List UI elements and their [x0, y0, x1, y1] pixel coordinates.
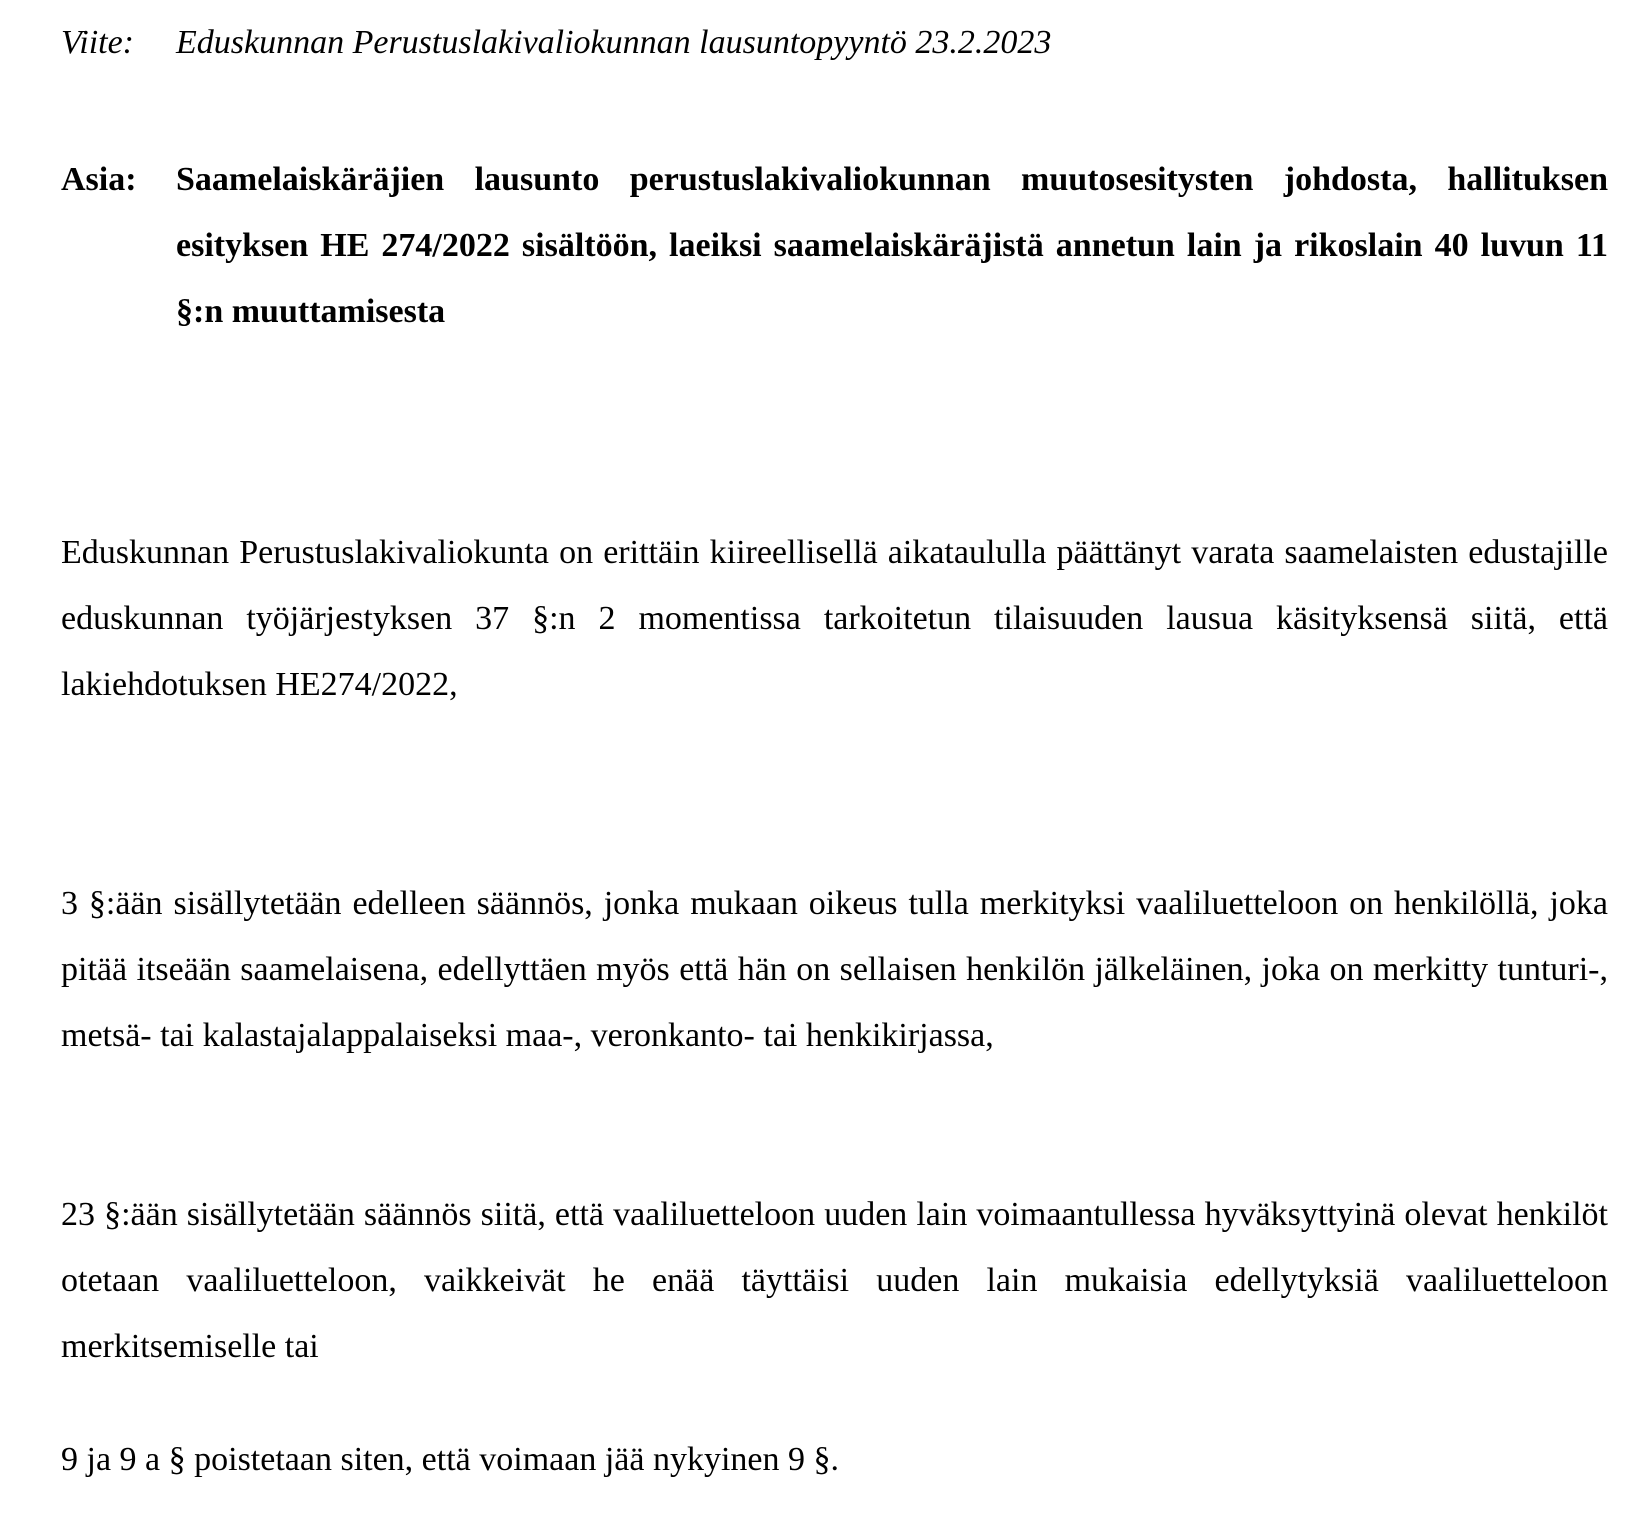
subject-block	[61, 147, 1608, 345]
reference-line	[61, 18, 1051, 68]
reference-text: Eduskunnan Perustuslakivaliokunnan lausuntopyyntö 23.2.2023	[176, 24, 1052, 61]
subject-text: Saamelaiskäräjien lausunto perustuslakivaliokunnan muutosesitysten johdosta, hallituksen esityksen HE 274/2022 sisältöön, laeiksi saamelaiskäräjistä annetun lain ja rikoslain 40 luvun 11 §:n muuttamisesta	[176, 161, 1608, 330]
body-paragraph-section-3: 3 §:ään sisällytetään edelleen säännös, jonka mukaan oikeus tulla merkityksi vaaliluetteloon on henkilöllä, joka pitää itseään saamelaisena, edellyttäen myös että hän on sellaisen henkilön jälkeläinen, joka on merkitty tunturi-, metsä- tai kalastajalappalaiseksi maa-, veronkanto- tai henkikirjassa,	[61, 885, 1608, 1054]
body-paragraph-intro: Eduskunnan Perustuslakivaliokunta on erittäin kiireellisellä aikataululla päättänyt varata saamelaisten edustajille eduskunnan työjärjestyksen 37 §:n 2 momentissa tarkoitetun tilaisuuden lausua käsityksensä siitä, että lakiehdotuksen HE274/2022,	[61, 534, 1608, 703]
body-paragraph-section-9: 9 ja 9 a § poistetaan siten, että voimaan jää nykyinen 9 §.	[61, 1441, 839, 1478]
subject-label: Asia:	[61, 161, 137, 198]
reference-label: Viite:	[61, 24, 134, 61]
body-paragraph-section-23: 23 §:ään sisällytetään säännös siitä, että vaaliluetteloon uuden lain voimaantullessa hyväksyttyinä olevat henkilöt otetaan vaaliluetteloon, vaikkeivät he enää täyttäisi uuden lain mukaisia edellytyksiä vaaliluetteloon merkitsemiselle tai	[61, 1196, 1608, 1365]
